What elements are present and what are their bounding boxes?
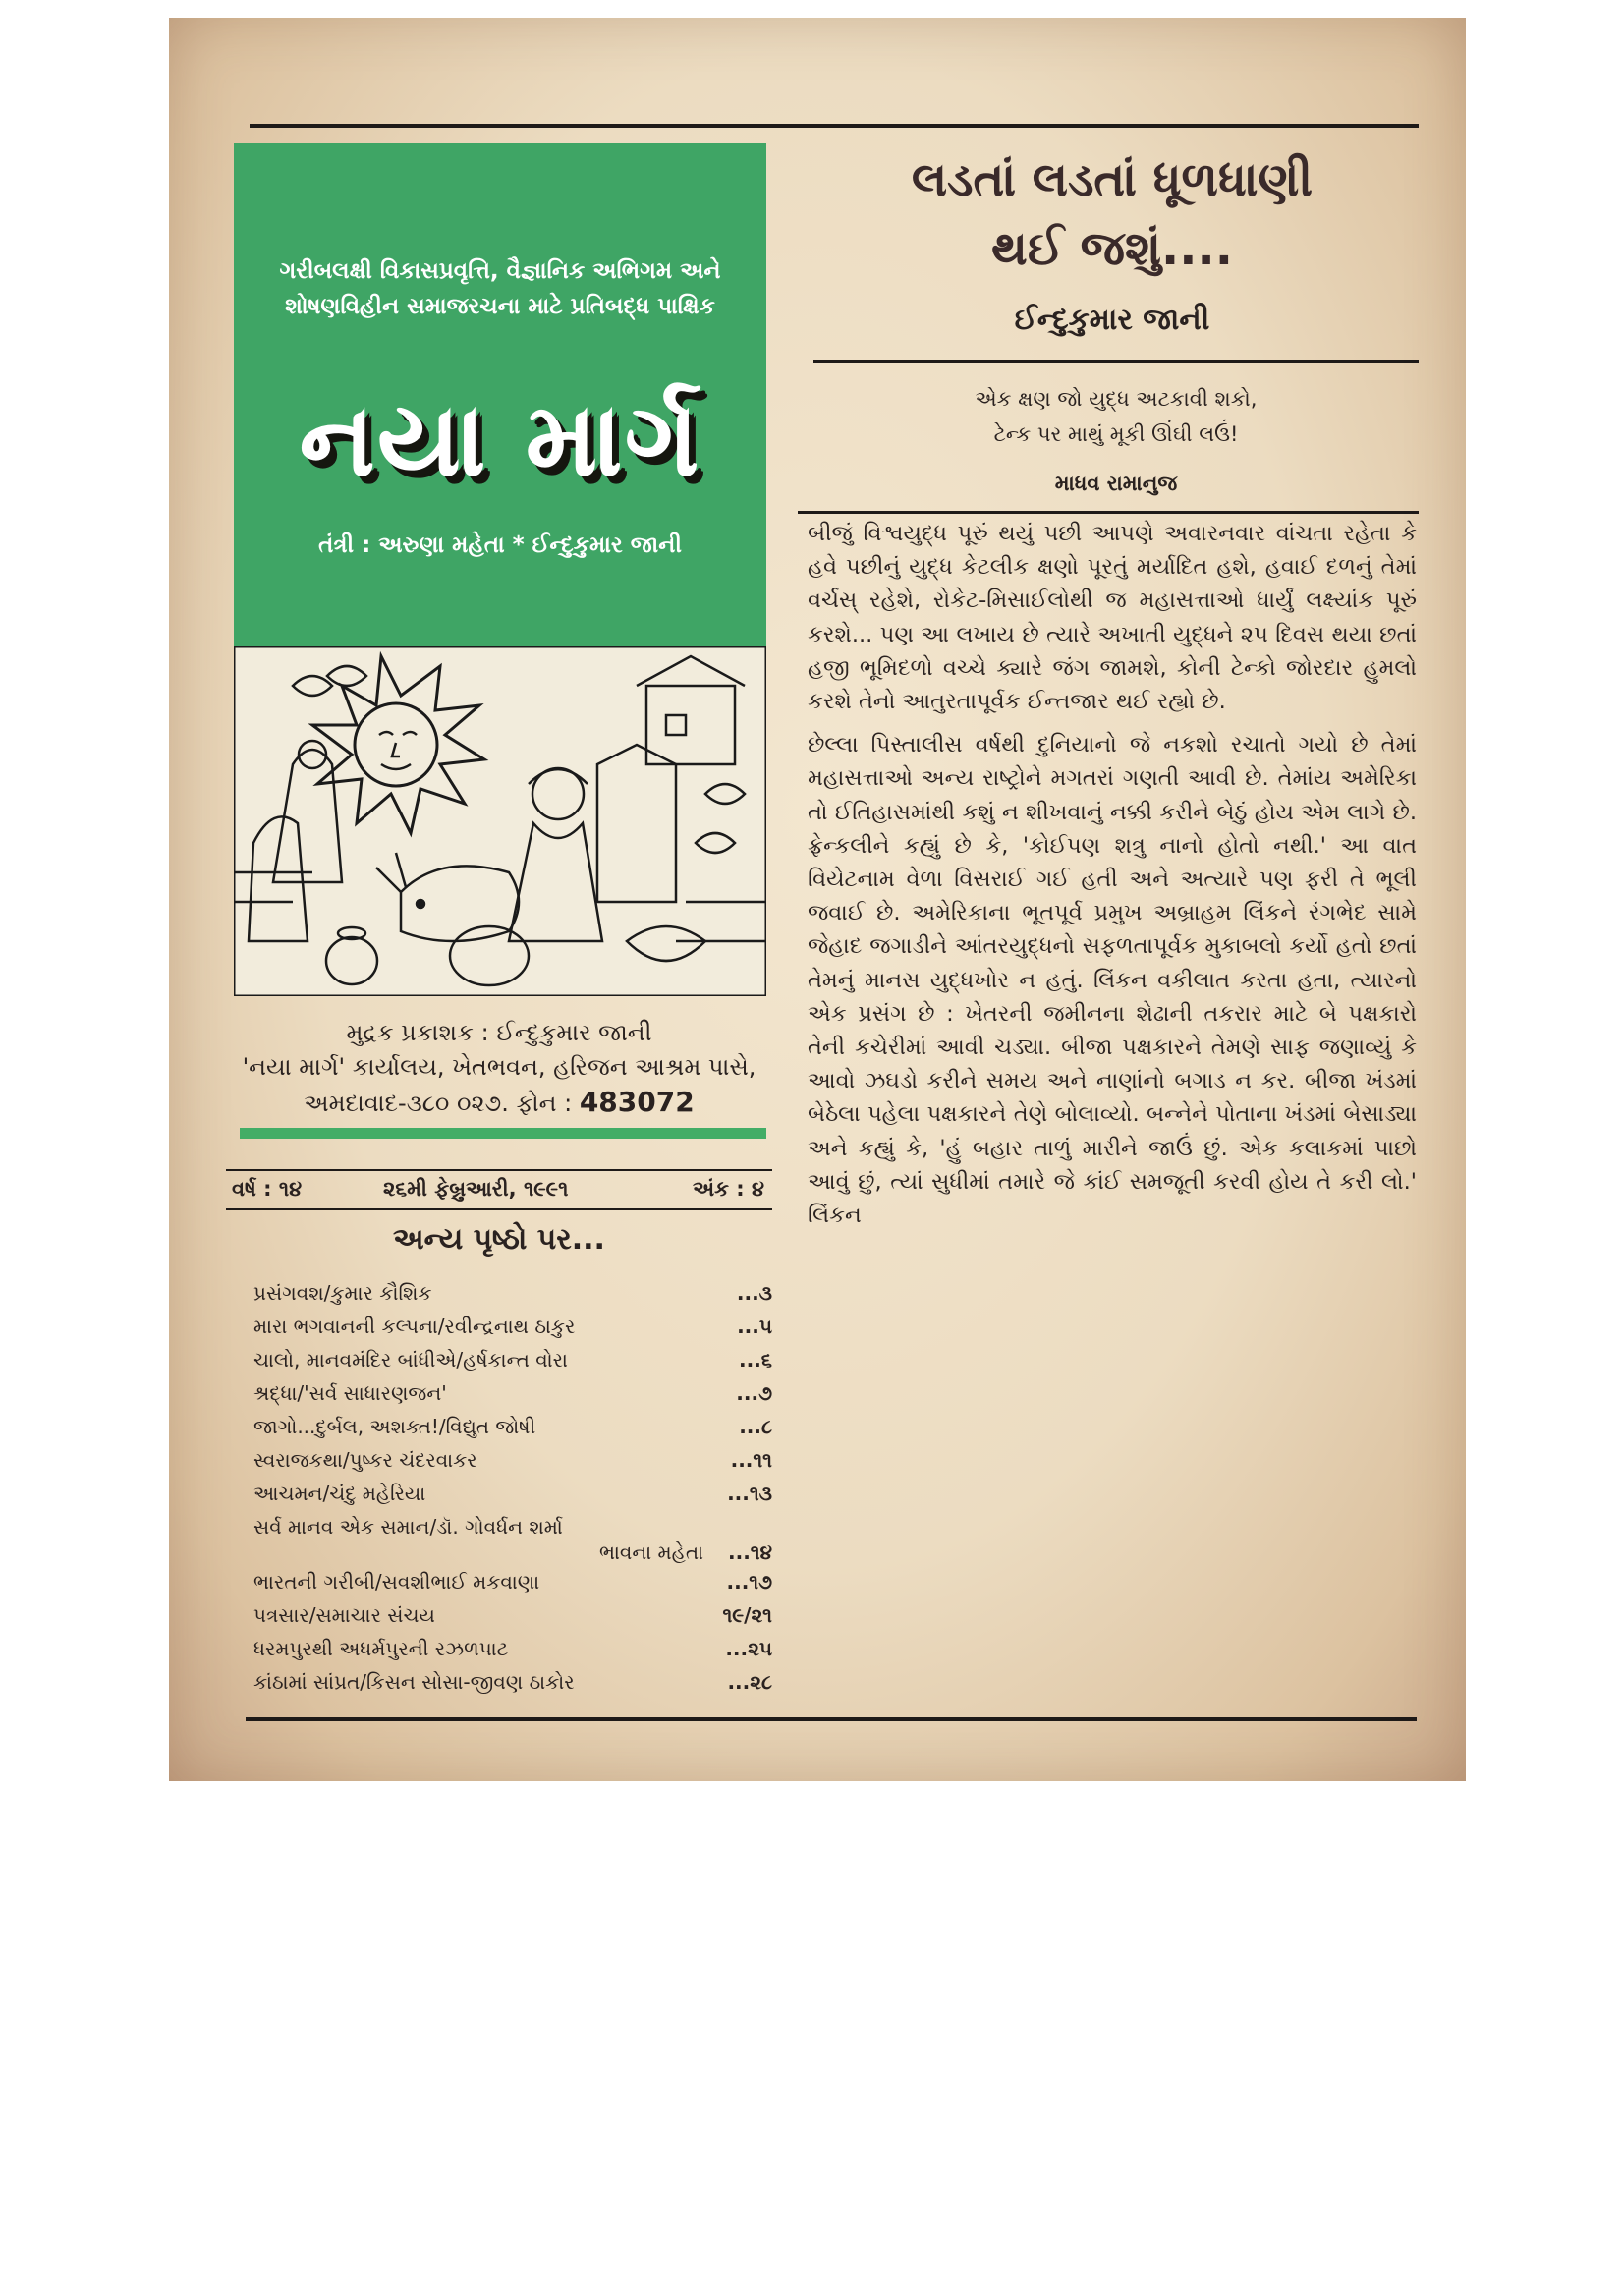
- toc-item[interactable]: [253, 1515, 772, 1568]
- village-sun-illustration-icon: [234, 646, 766, 996]
- epigraph-author: માધવ રામાનુજ: [1054, 472, 1178, 495]
- issue-line: [226, 1169, 772, 1210]
- toc-item[interactable]: [253, 1415, 772, 1446]
- toc-item[interactable]: [253, 1570, 772, 1601]
- toc-item-title: કાંઠામાં સાંપ્રત/કિસન સોસા-જીવણ ઠાકોર: [253, 1670, 575, 1694]
- masthead-box: [234, 143, 766, 996]
- toc-item-page: ...૨૫: [725, 1637, 772, 1660]
- table-of-contents: [253, 1281, 772, 1704]
- bottom-rule: [246, 1717, 1417, 1721]
- article-body: [808, 517, 1417, 1232]
- toc-item[interactable]: [253, 1603, 772, 1635]
- article-paragraph: છેલ્લા પિસ્તાલીસ વર્ષથી દુનિયાનો જે નકશો રચાતો ગયો છે તેમાં મહાસત્તાઓ અન્ય રાષ્ટ્રોને મગતરાં ગણતી આવી છે. તેમાંય અમેરિકા તો ઈતિહાસમાંથી કશું ન શીખવાનું નક્કી કરીને બેઠું હોય એમ લાગે છે. ફ્રેન્કલીને કહ્યું છે કે, 'કોઈપણ શત્રુ નાનો હોતો નથી.' આ વાત વિયેટનામ વેળા વિસરાઈ ગઈ હતી અને અત્યારે પણ ફરી તે ભૂલી જવાઈ છે. અમેરિકાના ભૂતપૂર્વ પ્રમુખ અબ્રાહમ લિંકને રંગભેદ સામે જેહાદ જગાડીને આંતરયુદ્ધનો સફળતાપૂર્વક મુકાબલો કર્યો હતો છતાં તેમનું માનસ યુદ્ધખોર ન હતું. લિંકન વકીલાત કરતા હતા, ત્યારનો એક પ્રસંગ છે : ખેતરની જમીનના શેઢાની તકરાર માટે બે પક્ષકારો તેની કચેરીમાં આવી ચડ્યા. બીજા પક્ષકારને તેમણે સાફ જણાવ્યું કે આવો ઝઘડો કરીને સમય અને નાણાંનો બગાડ ન કર. બીજા ખંડમાં બેઠેલા પહેલા પક્ષકારને તેણે બોલાવ્યો. બન્નેને પોતાના ખંડમાં બેસાડ્યા અને કહ્યું કે, 'હું બહાર તાળું મારીને જાઉં છું. એક કલાકમાં પાછો આવું છું, ત્યાં સુધીમાં તમારે જે કાંઈ સમજૂતી કરવી હોય તે કરી લો.' લિંકન: [808, 732, 1417, 1229]
- publisher-line2: 'નયા માર્ગ' કાર્યાલય, ખેતભવન, હરિજન આશ્રમ પાસે,: [242, 1053, 756, 1081]
- toc-item[interactable]: [253, 1670, 772, 1702]
- epigraph-line1: એક ક્ષણ જો યુદ્ધ અટકાવી શકો,: [975, 387, 1258, 411]
- article-title: [798, 145, 1427, 283]
- toc-item[interactable]: [253, 1381, 772, 1413]
- toc-heading: અન્ય પૃષ્ઠો પર...: [393, 1222, 605, 1257]
- toc-item-title: જાગો...દુર્બલ, અશક્ત!/વિદ્યુત જોષી: [253, 1415, 536, 1438]
- green-divider: [240, 1128, 766, 1139]
- magazine-page: [169, 18, 1466, 1781]
- toc-item-subtitle: ભાવના મહેતા: [598, 1540, 703, 1564]
- publisher-line3: અમદાવાદ-૩૮૦ ૦૨૭. ફોન :: [304, 1090, 573, 1117]
- toc-item-page: ...૮: [739, 1415, 772, 1438]
- toc-item[interactable]: [253, 1281, 772, 1313]
- issue-number: અંક : ૪: [692, 1177, 764, 1201]
- epigraph: [813, 381, 1419, 452]
- toc-item-page: ૧૯/૨૧: [722, 1603, 772, 1627]
- toc-item-title: શ્રદ્ધા/'સર્વ સાધારણજન': [253, 1381, 447, 1405]
- toc-item-title: મારા ભગવાનની કલ્પના/રવીન્દ્રનાથ ઠાકુર: [253, 1315, 576, 1338]
- issue-date: ૨૬મી ફેબ્રુઆરી, ૧૯૯૧: [383, 1177, 569, 1201]
- top-rule: [250, 124, 1419, 128]
- article-paragraph: બીજું વિશ્વયુદ્ધ પૂરું થયું પછી આપણે અવારનવાર વાંચતા રહેતા કે હવે પછીનું યુદ્ધ કેટલીક ક્ષણો પૂરતું મર્યાદિત હશે, હવાઈ દળનું તેમાં વર્ચસ્ રહેશે, રોકેટ-મિસાઈલોથી જ મહાસત્તાઓ ધાર્યું લક્ષ્યાંક પૂરું કરશે... પણ આ લખાય છે ત્યારે અખાતી યુદ્ધને ૨૫ દિવસ થયા છતાં હજી ભૂમિદળો વચ્ચે ક્યારે જંગ જામશે, કોની ટેન્કો જોરદાર હુમલો કરશે તેનો આતુરતાપૂર્વક ઈન્તજાર થઈ રહ્યો છે.: [808, 521, 1417, 715]
- publisher-line1: મુદ્રક પ્રકાશક : ઈન્દુકુમાર જાની: [346, 1019, 652, 1046]
- article-author: ઈન્દુકુમાર જાની: [1014, 303, 1210, 337]
- toc-item-page: ...૧૭: [726, 1570, 772, 1594]
- article-title-line1: લડતાં લડતાં ધૂળધાણી: [911, 152, 1314, 207]
- toc-item-title: પ્રસંગવશ/કુમાર કૌશિક: [253, 1281, 432, 1305]
- toc-item-page: ...૬: [739, 1348, 772, 1372]
- toc-item-title: પત્રસાર/સમાચાર સંચય: [253, 1603, 435, 1627]
- toc-item-page: ...૨૮: [727, 1670, 772, 1694]
- divider-rule: [813, 360, 1419, 363]
- publisher-line3-row: [226, 1085, 772, 1121]
- toc-item-title: આચમન/ચંદુ મહેરિયા: [253, 1482, 426, 1505]
- toc-item[interactable]: [253, 1348, 772, 1379]
- toc-item-page: ...૧૧: [730, 1448, 772, 1472]
- toc-item[interactable]: [253, 1637, 772, 1668]
- masthead-tagline: ગરીબલક્ષી વિકાસપ્રવૃત્તિ, વૈજ્ઞાનિક અભિગમ અને શોષણવિહીન સમાજરચના માટે પ્રતિબદ્ધ પાક્ષિક: [279, 258, 721, 319]
- divider-rule: [798, 511, 1419, 514]
- article-title-line2: થઈ જશું....: [991, 221, 1233, 276]
- issue-year: વર્ષ : ૧૪: [232, 1177, 303, 1201]
- toc-item-page: ...૧૪: [728, 1540, 772, 1564]
- toc-item-title: ભારતની ગરીબી/સવશીભાઈ મકવાણા: [253, 1570, 540, 1594]
- publisher-block: [226, 1016, 772, 1121]
- toc-item-page: ...૭: [736, 1381, 772, 1405]
- epigraph-line2: ટેન્ક પર માથું મૂકી ઊંઘી લઉં!: [993, 422, 1239, 446]
- toc-item[interactable]: [253, 1315, 772, 1346]
- masthead-editors: તંત્રી : અરુણા મહેતા * ઈન્દુકુમાર જાની: [318, 532, 682, 558]
- toc-item-title: ધરમપુરથી અધર્મપુરની રઝળપાટ: [253, 1637, 509, 1660]
- toc-item[interactable]: [253, 1448, 772, 1480]
- toc-item-page: ...૩: [736, 1281, 772, 1305]
- toc-item-title: સર્વ માનવ એક સમાન/ડૉ. ગોવર્ધન શર્મા: [253, 1515, 563, 1539]
- toc-item-page: ...૧૩: [727, 1482, 772, 1505]
- toc-item-title: ચાલો, માનવમંદિર બાંધીએ/હર્ષકાન્ત વોરા: [253, 1348, 568, 1372]
- publisher-phone: 483072: [579, 1086, 695, 1118]
- masthead-title: નયા માર્ગ: [299, 379, 701, 499]
- toc-item-page: ...૫: [737, 1315, 772, 1338]
- toc-item[interactable]: [253, 1482, 772, 1513]
- toc-item-title: સ્વરાજકથા/પુષ્કર ચંદરવાકર: [253, 1448, 477, 1472]
